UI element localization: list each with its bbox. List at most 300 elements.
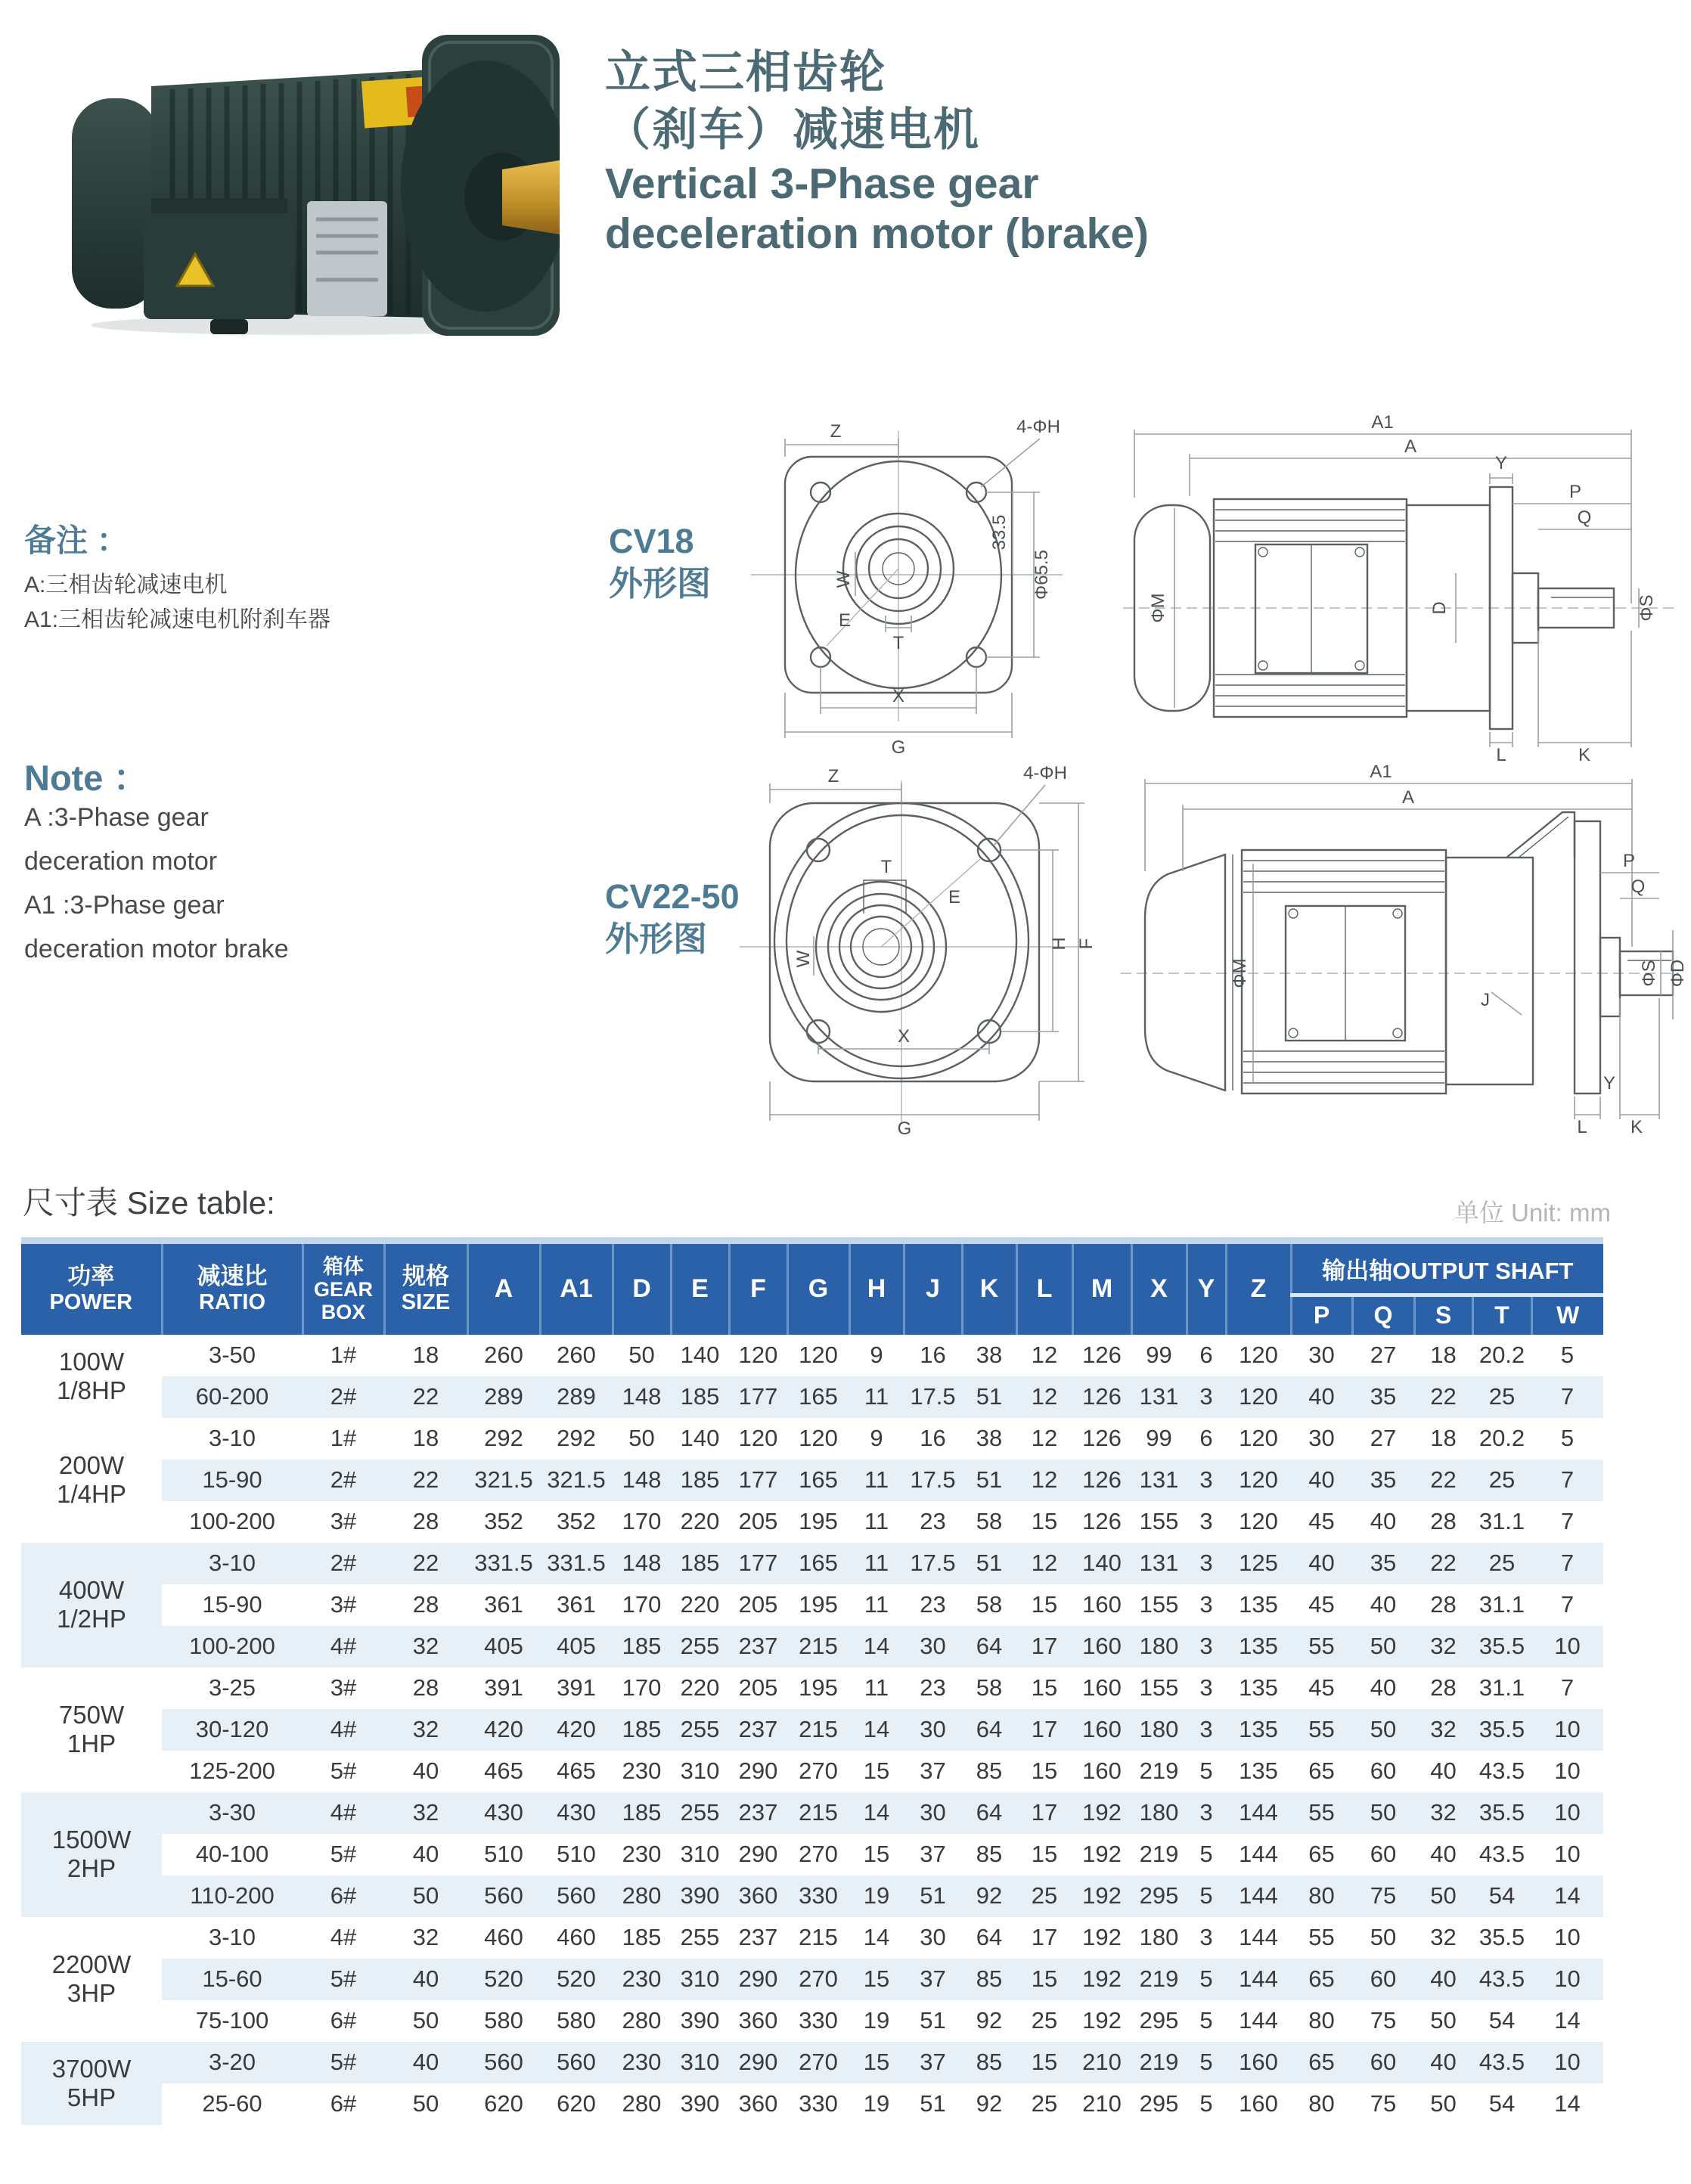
table-row	[21, 1626, 1603, 1667]
size-cell: 64	[976, 1924, 1003, 1950]
size-cell: 22	[1430, 1383, 1457, 1410]
size-cell: 1#	[330, 1342, 357, 1368]
size-cell: 11	[864, 1550, 889, 1576]
size-cell: 219	[1139, 1965, 1179, 1992]
size-cell: 219	[1139, 1757, 1179, 1784]
table-row	[21, 1584, 1603, 1626]
cable-gland	[210, 319, 248, 334]
size-cell: 40	[1430, 1965, 1457, 1992]
size-cell: 230	[622, 2049, 662, 2075]
size-cell: 28	[412, 1591, 439, 1618]
size-cell: 140	[680, 1342, 720, 1368]
size-cell: 25	[1031, 1882, 1058, 1909]
size-cell: 390	[680, 2090, 720, 2117]
size-cell: 125-200	[189, 1757, 275, 1784]
size-cell: 22	[412, 1466, 439, 1493]
table-row	[21, 1917, 1603, 1959]
size-cell: 3#	[330, 1591, 357, 1618]
size-cell: 120	[1239, 1508, 1278, 1534]
size-cell: 40	[1370, 1508, 1397, 1534]
size-cell: 120	[738, 1425, 778, 1451]
size-cell: 391	[484, 1674, 523, 1701]
col-header-D: D	[613, 1241, 671, 1335]
power-group-label: 750W 1HP	[58, 1701, 125, 1757]
size-cell: 330	[799, 1882, 838, 1909]
size-table-wrapper	[21, 1237, 1603, 2125]
size-cell: 290	[738, 1841, 778, 1867]
size-cell: 195	[799, 1508, 838, 1534]
output-shaft-gold	[502, 160, 560, 234]
dim-label: E	[838, 610, 852, 631]
size-cell: 35.5	[1478, 1799, 1525, 1826]
size-cell: 40	[1370, 1591, 1397, 1618]
size-cell: 465	[557, 1757, 596, 1784]
size-cell: 620	[557, 2090, 596, 2117]
size-cell: 289	[557, 1383, 596, 1410]
size-cell: 126	[1082, 1466, 1122, 1493]
title-en-line1: Vertical 3-Phase gear	[605, 160, 1039, 208]
size-cell: 5	[1199, 2007, 1213, 2034]
size-cell: 3-10	[208, 1550, 256, 1576]
size-cell: 192	[1082, 2007, 1122, 2034]
size-cell: 290	[738, 2049, 778, 2075]
title-en-line2: deceleration motor (brake)	[605, 209, 1150, 258]
size-cell: 50	[412, 1882, 439, 1909]
size-cell: 331.5	[547, 1550, 606, 1576]
size-cell: 620	[484, 2090, 523, 2117]
col-header-X: X	[1131, 1241, 1187, 1335]
size-cell: 54	[1488, 2007, 1516, 2034]
size-cell: 30-120	[195, 1716, 269, 1742]
size-cell: 5#	[330, 1757, 357, 1784]
size-cell: 195	[799, 1591, 838, 1618]
size-cell: 237	[738, 1799, 778, 1826]
dim-label: E	[948, 887, 961, 907]
size-cell: 148	[622, 1383, 662, 1410]
dim-label: ΦD	[1668, 959, 1688, 988]
size-cell: 10	[1554, 2049, 1581, 2075]
size-cell: 120	[1239, 1342, 1278, 1368]
size-cell: 192	[1082, 1924, 1122, 1950]
col-header-Q: Q	[1352, 1295, 1414, 1335]
size-cell: 32	[412, 1633, 439, 1659]
cv2250-front-drawing	[703, 765, 1104, 1140]
size-cell: 17.5	[910, 1383, 956, 1410]
size-cell: 580	[484, 2007, 523, 2034]
dim-label: Y	[1603, 1073, 1616, 1094]
size-cell: 40	[1308, 1466, 1335, 1493]
size-cell: 40	[412, 1965, 439, 1992]
dim-label: W	[793, 950, 814, 968]
size-cell: 405	[557, 1633, 596, 1659]
size-cell: 65	[1308, 1965, 1335, 1992]
size-cell: 135	[1239, 1674, 1278, 1701]
dim-label: L	[1577, 1117, 1587, 1136]
size-cell: 85	[976, 1757, 1003, 1784]
size-cell: 295	[1139, 1882, 1179, 1909]
size-cell: 60	[1370, 1757, 1397, 1784]
size-cell: 2#	[330, 1550, 357, 1576]
size-cell: 43.5	[1478, 1965, 1525, 1992]
col-header-S: S	[1414, 1295, 1472, 1335]
dim-label: A	[1404, 436, 1417, 457]
size-cell: 144	[1239, 1924, 1278, 1950]
size-cell: 10	[1554, 1799, 1581, 1826]
size-cell: 430	[557, 1799, 596, 1826]
size-cell: 12	[1031, 1550, 1058, 1576]
size-cell: 295	[1139, 2090, 1179, 2117]
size-cell: 3-30	[208, 1799, 256, 1826]
size-cell: 32	[412, 1716, 439, 1742]
size-cell: 43.5	[1478, 2049, 1525, 2075]
size-cell: 60-200	[195, 1383, 269, 1410]
size-cell: 40	[1430, 1841, 1457, 1867]
size-cell: 75-100	[195, 2007, 269, 2034]
dim-label: K	[1630, 1117, 1643, 1136]
size-cell: 4#	[330, 1633, 357, 1659]
size-table-unit: 单位 Unit: mm	[1454, 1199, 1611, 1227]
size-cell: 37	[920, 1757, 946, 1784]
size-cell: 180	[1139, 1716, 1179, 1742]
dim-label: Q	[1630, 876, 1646, 897]
col-header-J: J	[904, 1241, 962, 1335]
size-cell: 4#	[330, 1716, 357, 1742]
size-cell: 64	[976, 1799, 1003, 1826]
size-cell: 51	[920, 2007, 946, 2034]
dim-label: G	[897, 1118, 912, 1139]
size-cell: 192	[1082, 1882, 1122, 1909]
size-cell: 177	[738, 1466, 778, 1493]
size-cell: 37	[920, 1841, 946, 1867]
size-cell: 295	[1139, 2007, 1179, 2034]
size-cell: 215	[799, 1799, 838, 1826]
dim-label: X	[897, 1026, 911, 1047]
page-title	[605, 44, 1588, 259]
table-row	[21, 1709, 1603, 1751]
size-cell: 7	[1560, 1466, 1575, 1493]
cv18-front-drawing	[707, 417, 1089, 762]
dim-label: Φ65.5	[1032, 550, 1052, 600]
size-cell: 185	[680, 1550, 720, 1576]
size-cell: 19	[863, 2007, 890, 2034]
size-cell: 361	[557, 1591, 596, 1618]
size-cell: 40	[1308, 1550, 1335, 1576]
size-cell: 19	[863, 1882, 890, 1909]
size-cell: 14	[863, 1633, 890, 1659]
size-cell: 25	[1031, 2090, 1058, 2117]
size-cell: 58	[976, 1508, 1003, 1534]
size-cell: 5	[1199, 1882, 1213, 1909]
size-cell: 17	[1031, 1799, 1058, 1826]
size-cell: 23	[920, 1674, 946, 1701]
size-cell: 40	[412, 1757, 439, 1784]
size-cell: 330	[799, 2090, 838, 2117]
size-cell: 75	[1370, 1882, 1397, 1909]
cv18-caption-sub: 外形图	[609, 564, 712, 603]
size-cell: 321.5	[474, 1466, 533, 1493]
col-header-gearbox: 箱体 GEAR BOX	[303, 1241, 384, 1335]
size-cell: 37	[920, 2049, 946, 2075]
size-cell: 2#	[330, 1383, 357, 1410]
size-cell: 144	[1239, 1882, 1278, 1909]
size-cell: 3	[1199, 1799, 1213, 1826]
size-cell: 210	[1082, 2049, 1122, 2075]
size-cell: 50	[1370, 1716, 1397, 1742]
size-cell: 192	[1082, 1799, 1122, 1826]
size-cell: 3	[1199, 1924, 1213, 1950]
size-cell: 237	[738, 1924, 778, 1950]
size-cell: 170	[622, 1591, 662, 1618]
size-cell: 64	[976, 1633, 1003, 1659]
dim-label: ΦS	[1639, 960, 1659, 987]
size-cell: 50	[412, 2090, 439, 2117]
col-header-F: F	[729, 1241, 787, 1335]
size-cell: 19	[863, 2090, 890, 2117]
cv2250-caption-sub: 外形图	[605, 920, 708, 958]
cv2250-side-drawing	[1098, 765, 1688, 1136]
table-row	[21, 1959, 1603, 2000]
table-row	[21, 1501, 1603, 1543]
size-cell: 50	[1370, 1799, 1397, 1826]
size-cell: 135	[1239, 1633, 1278, 1659]
note-cn-heading: 备注 ：	[24, 523, 129, 558]
size-cell: 51	[920, 2090, 946, 2117]
size-cell: 43.5	[1478, 1841, 1525, 1867]
col-header-P: P	[1291, 1295, 1352, 1335]
size-cell: 126	[1082, 1508, 1122, 1534]
size-cell: 215	[799, 1716, 838, 1742]
dim-label: Y	[1494, 453, 1508, 473]
col-header-H: H	[849, 1241, 904, 1335]
size-cell: 15	[1031, 1591, 1058, 1618]
size-cell: 321.5	[547, 1466, 606, 1493]
size-cell: 220	[680, 1674, 720, 1701]
size-cell: 92	[976, 1882, 1003, 1909]
size-cell: 20.2	[1478, 1342, 1525, 1368]
size-cell: 27	[1370, 1342, 1397, 1368]
size-cell: 5	[1199, 1757, 1213, 1784]
table-row	[21, 1418, 1603, 1460]
size-cell: 11	[864, 1466, 889, 1493]
size-cell: 51	[976, 1550, 1003, 1576]
dim-label: T	[880, 857, 892, 877]
power-group-label: 1500W 2HP	[51, 1826, 132, 1882]
size-cell: 5	[1199, 1841, 1213, 1867]
dim-label: Z	[830, 421, 842, 442]
size-cell: 460	[484, 1924, 523, 1950]
size-cell: 144	[1239, 2007, 1278, 2034]
size-cell: 210	[1082, 2090, 1122, 2117]
note-en-line: deceration motor brake	[24, 935, 289, 963]
size-cell: 100-200	[189, 1633, 275, 1659]
size-cell: 99	[1146, 1342, 1172, 1368]
size-cell: 51	[920, 1882, 946, 1909]
size-cell: 50	[1430, 2090, 1457, 2117]
size-cell: 126	[1082, 1383, 1122, 1410]
size-cell: 45	[1308, 1591, 1335, 1618]
size-cell: 205	[738, 1591, 778, 1618]
size-cell: 17	[1031, 1716, 1058, 1742]
size-table-title: 尺寸表 Size table:	[23, 1185, 275, 1221]
size-cell: 12	[1031, 1425, 1058, 1451]
size-cell: 185	[622, 1716, 662, 1742]
size-cell: 14	[1554, 1882, 1581, 1909]
dim-label: F	[1076, 938, 1097, 950]
size-cell: 230	[622, 1841, 662, 1867]
size-cell: 4#	[330, 1924, 357, 1950]
size-cell: 14	[863, 1716, 890, 1742]
dim-label: 4-ΦH	[1023, 765, 1067, 783]
size-cell: 85	[976, 1965, 1003, 1992]
size-cell: 25	[1488, 1466, 1516, 1493]
size-cell: 15	[863, 1841, 890, 1867]
size-cell: 22	[1430, 1466, 1457, 1493]
size-cell: 270	[799, 1757, 838, 1784]
note-en-line: A :3-Phase gear	[24, 803, 209, 832]
size-cell: 5	[1199, 1965, 1213, 1992]
size-cell: 22	[412, 1550, 439, 1576]
dim-label: L	[1496, 745, 1506, 762]
size-cell: 510	[557, 1841, 596, 1867]
size-cell: 215	[799, 1633, 838, 1659]
size-cell: 22	[1430, 1550, 1457, 1576]
size-cell: 35.5	[1478, 1633, 1525, 1659]
size-cell: 40	[1430, 2049, 1457, 2075]
size-cell: 5	[1560, 1342, 1575, 1368]
size-cell: 50	[628, 1342, 655, 1368]
size-cell: 32	[412, 1799, 439, 1826]
size-cell: 391	[557, 1674, 596, 1701]
size-cell: 144	[1239, 1965, 1278, 1992]
size-cell: 54	[1488, 2090, 1516, 2117]
size-cell: 352	[557, 1508, 596, 1534]
size-cell: 18	[412, 1342, 439, 1368]
size-cell: 560	[484, 2049, 523, 2075]
dim-label: ΦM	[1148, 593, 1168, 623]
size-cell: 38	[976, 1342, 1003, 1368]
size-cell: 120	[799, 1342, 838, 1368]
dim-label: A1	[1370, 765, 1392, 782]
size-cell: 126	[1082, 1342, 1122, 1368]
size-cell: 5#	[330, 2049, 357, 2075]
col-header-Y: Y	[1187, 1241, 1226, 1335]
dim-label: G	[891, 737, 906, 758]
size-cell: 40-100	[195, 1841, 269, 1867]
col-header-ratio: 减速比 RATIO	[162, 1241, 303, 1335]
size-cell: 144	[1239, 1799, 1278, 1826]
size-cell: 50	[412, 2007, 439, 2034]
col-header-K: K	[962, 1241, 1016, 1335]
table-row	[21, 1335, 1603, 1376]
col-header-M: M	[1072, 1241, 1131, 1335]
size-cell: 140	[1082, 1550, 1122, 1576]
size-cell: 65	[1308, 1841, 1335, 1867]
size-cell: 165	[799, 1466, 838, 1493]
size-cell: 120	[1239, 1383, 1278, 1410]
size-cell: 12	[1031, 1342, 1058, 1368]
size-cell: 38	[976, 1425, 1003, 1451]
size-cell: 580	[557, 2007, 596, 2034]
size-cell: 11	[864, 1383, 889, 1410]
cv2250-caption-name: CV22-50	[605, 877, 740, 916]
size-cell: 290	[738, 1757, 778, 1784]
size-cell: 310	[680, 1841, 720, 1867]
size-cell: 292	[484, 1425, 523, 1451]
size-cell: 15	[1031, 1674, 1058, 1701]
size-cell: 15	[863, 2049, 890, 2075]
size-cell: 280	[622, 2007, 662, 2034]
table-row	[21, 1376, 1603, 1418]
size-cell: 15	[1031, 1508, 1058, 1534]
size-cell: 14	[863, 1799, 890, 1826]
table-row	[21, 1667, 1603, 1709]
size-cell: 120	[1239, 1425, 1278, 1451]
size-cell: 15-90	[202, 1466, 262, 1493]
size-cell: 3-25	[208, 1674, 256, 1701]
size-cell: 260	[484, 1342, 523, 1368]
size-cell: 75	[1370, 2090, 1397, 2117]
size-cell: 14	[863, 1924, 890, 1950]
size-cell: 160	[1082, 1757, 1122, 1784]
dim-label: A	[1401, 787, 1415, 808]
size-cell: 25	[1488, 1383, 1516, 1410]
size-cell: 185	[622, 1799, 662, 1826]
dim-label: P	[1568, 482, 1582, 502]
size-cell: 270	[799, 1965, 838, 1992]
size-cell: 17	[1031, 1924, 1058, 1950]
power-group-label: 200W 1/4HP	[57, 1451, 126, 1508]
size-cell: 390	[680, 2007, 720, 2034]
size-cell: 17	[1031, 1633, 1058, 1659]
size-cell: 28	[1430, 1508, 1457, 1534]
size-cell: 260	[557, 1342, 596, 1368]
size-cell: 17.5	[910, 1466, 956, 1493]
size-cell: 32	[1430, 1924, 1457, 1950]
note-cn-line: A:三相齿轮减速电机	[24, 572, 228, 597]
size-cell: 6	[1199, 1425, 1213, 1451]
size-cell: 10	[1554, 1841, 1581, 1867]
size-cell: 560	[557, 1882, 596, 1909]
col-header-W: W	[1531, 1295, 1603, 1335]
size-cell: 55	[1308, 1633, 1335, 1659]
size-cell: 390	[680, 1882, 720, 1909]
size-cell: 65	[1308, 2049, 1335, 2075]
size-cell: 230	[622, 1757, 662, 1784]
size-cell: 192	[1082, 1841, 1122, 1867]
size-cell: 40	[1370, 1674, 1397, 1701]
size-cell: 205	[738, 1674, 778, 1701]
size-cell: 5#	[330, 1965, 357, 1992]
size-cell: 180	[1139, 1924, 1179, 1950]
size-cell: 3	[1199, 1633, 1213, 1659]
size-cell: 3#	[330, 1674, 357, 1701]
size-cell: 160	[1082, 1591, 1122, 1618]
size-cell: 64	[976, 1716, 1003, 1742]
size-cell: 3-20	[208, 2049, 256, 2075]
size-cell: 120	[738, 1342, 778, 1368]
size-cell: 37	[920, 1965, 946, 1992]
size-cell: 6#	[330, 2090, 357, 2117]
size-cell: 360	[738, 2090, 778, 2117]
note-en-line: A1 :3-Phase gear	[24, 891, 225, 920]
size-cell: 165	[799, 1550, 838, 1576]
size-cell: 520	[557, 1965, 596, 1992]
size-cell: 131	[1139, 1550, 1179, 1576]
size-cell: 11	[864, 1591, 889, 1618]
size-cell: 3	[1199, 1716, 1213, 1742]
size-cell: 289	[484, 1383, 523, 1410]
size-cell: 9	[870, 1425, 883, 1451]
